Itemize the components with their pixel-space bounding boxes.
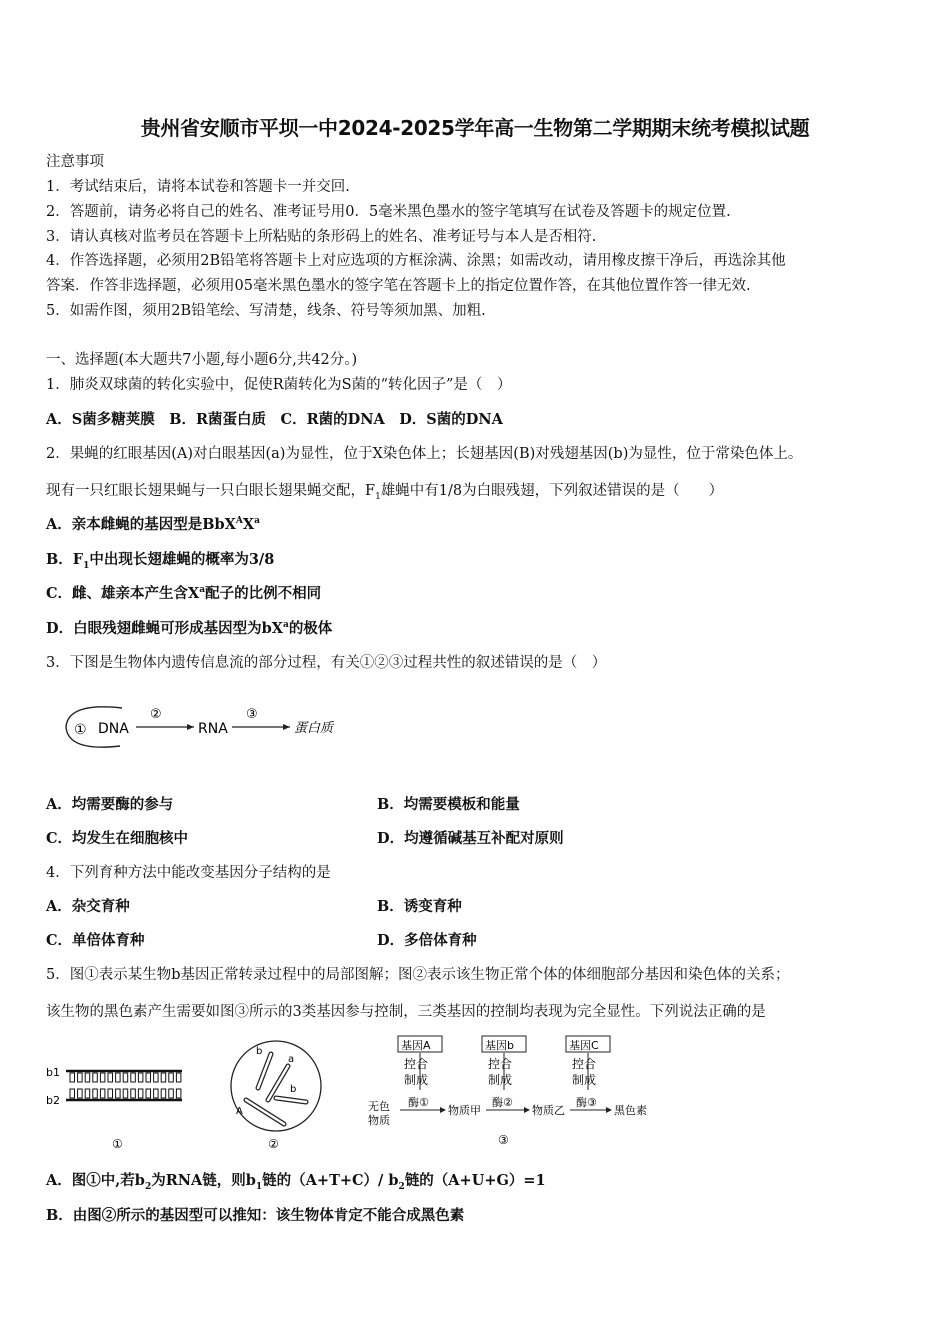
produce-text: 制成 (404, 1073, 429, 1087)
chromosome-inner (246, 1100, 284, 1124)
base-pair (138, 1089, 143, 1098)
transcription-figure (44, 1062, 194, 1154)
question-2-stem-line1: 2．果蝇的红眼基因(A)对白眼基因(a)为显性，位于X染色体上；长翅基因(B)对残翅基因(b)为显性，位于常染色体上。 (46, 446, 803, 462)
question-2-stem-line2: 现有一只红眼长翅果蝇与一只白眼长翅果蝇交配，$F_1$雄蝇中有1/8为白眼残翅，下列叙述错误的是（ ） (46, 483, 724, 502)
dna-label: DNA (98, 721, 129, 737)
arrow-head (283, 724, 290, 730)
gene-A-text: 基因A (401, 1039, 431, 1052)
gene-b-label: b (256, 1046, 263, 1057)
substance-text: 物质 (368, 1114, 390, 1127)
question-4-option-a: A．杂交育种 (46, 898, 130, 915)
base-pair (85, 1089, 90, 1098)
enzyme-3-label: 酶③ (576, 1096, 597, 1109)
base-pair (116, 1089, 121, 1098)
pigment-pathway-figure (366, 1034, 666, 1149)
base-pair (161, 1073, 166, 1082)
base-pair (100, 1089, 105, 1098)
figure-label-1: ① (74, 722, 87, 738)
produce-text: 制成 (488, 1073, 513, 1087)
question-3-stem: 3．下图是生物体内遗传信息流的部分过程，有关①②③过程共性的叙述错误的是（ ） (46, 655, 607, 671)
question-3-option-d: D．均遵循碱基互补配对原则 (377, 830, 564, 847)
question-4-option-d: D．多倍体育种 (377, 932, 477, 949)
figure-1-label: ① (112, 1137, 123, 1151)
question-4-stem: 4．下列育种方法中能改变基因分子结构的是 (46, 865, 331, 881)
base-pair (131, 1073, 136, 1082)
control-text: 控合 (404, 1057, 429, 1071)
gene-C-text: 基因C (569, 1039, 599, 1052)
base-pair (169, 1073, 174, 1082)
question-3-option-a: A．均需要酶的参与 (46, 796, 174, 813)
base-pair (108, 1073, 113, 1082)
figure-2-label: ② (268, 1137, 279, 1151)
section-heading: 一、选择题(本大题共7小题,每小题6分,共42分。) (46, 352, 358, 368)
rna-label: RNA (198, 721, 228, 737)
question-2-option-a: A．亲本雌蝇的基因型是$BbX^AX^a$ (46, 516, 260, 533)
base-pair (123, 1073, 128, 1082)
page-title: 贵州省安顺市平坝一中2024-2025学年高一生物第二学期期末统考模拟试题 (140, 116, 810, 140)
question-2-option-b: B．$F_1$中出现长翅雄蝇的概率为3/8 (46, 551, 275, 571)
chromosome-inner (268, 1066, 288, 1100)
substance-yi: 物质乙 (532, 1104, 565, 1117)
chromosome-inner (258, 1054, 271, 1088)
control-text: 控合 (572, 1057, 597, 1071)
question-2-option-d: D．白眼残翅雌蝇可形成基因型为$bX^a$的极体 (46, 620, 333, 637)
gene-b-label-2: b (290, 1084, 297, 1095)
base-pair (161, 1089, 166, 1098)
base-pair (176, 1089, 181, 1098)
gene-b-text: 基因b (485, 1039, 514, 1052)
arrow-head (524, 1107, 530, 1113)
gene-a-label: a (288, 1054, 295, 1065)
base-pairs-top (70, 1073, 181, 1082)
notice-item: 3．请认真核对监考员在答题卡上所粘贴的条形码上的姓名、准考证号与本人是否相符. (46, 229, 597, 245)
base-pair (78, 1089, 83, 1098)
base-pair (70, 1073, 75, 1082)
base-pair (78, 1073, 83, 1082)
enzyme-1-label: 酶① (408, 1096, 429, 1109)
chromosome-figure (226, 1036, 326, 1156)
base-pair (146, 1073, 151, 1082)
base-pair (154, 1073, 159, 1082)
question-4-option-b: B．诱变育种 (377, 898, 462, 915)
control-text: 控合 (488, 1057, 513, 1071)
base-pair (100, 1073, 105, 1082)
base-pair (131, 1089, 136, 1098)
strand-b2-label: b2 (46, 1094, 60, 1107)
base-pair (85, 1073, 90, 1082)
base-pair (93, 1089, 98, 1098)
substance-jia: 物质甲 (448, 1104, 481, 1117)
question-5-stem-line1: 5．图①表示某生物b基因正常转录过程中的局部图解；图②表示该生物正常个体的体细胞部分基因和染色体的关系； (46, 967, 790, 983)
base-pair (116, 1073, 121, 1082)
strand-b1-label: b1 (46, 1066, 60, 1079)
figure-label-3: ③ (246, 707, 258, 722)
arrow-head (440, 1107, 446, 1113)
notice-item: 1．考试结束后，请将本试卷和答题卡一并交回. (46, 179, 350, 195)
arrow-head (187, 724, 194, 730)
base-pair (169, 1089, 174, 1098)
produce-text: 制成 (572, 1073, 597, 1087)
question-5-option-a: A．图①中,若$b_2$为RNA链，则$b_1$链的（A+T+C）/ $b_2$链的（A+U+G）=1 (46, 1172, 546, 1192)
base-pair (146, 1089, 151, 1098)
gene-A-label: A (236, 1106, 243, 1117)
question-3-option-c: C．均发生在细胞核中 (46, 830, 189, 847)
question-4-option-c: C．单倍体育种 (46, 932, 145, 949)
notice-heading: 注意事项 (46, 154, 104, 170)
notice-item: 2．答题前，请务必将自己的姓名、准考证号用0．5毫米黑色墨水的签字笔填写在试卷及答题卡的规定位置. (46, 204, 731, 220)
base-pairs-bottom (70, 1089, 181, 1098)
base-pair (176, 1073, 181, 1082)
figure-3-label: ③ (498, 1133, 509, 1147)
protein-label: 蛋白质 (294, 721, 334, 736)
question-5-stem-line2: 该生物的黑色素产生需要如图③所示的3类基因参与控制，三类基因的控制均表现为完全显性。下列说法正确的是 (46, 1004, 766, 1020)
question-2-option-c: C．雌、雄亲本产生含$X^a$配子的比例不相同 (46, 585, 322, 602)
base-pair (138, 1073, 143, 1082)
notice-item: 5．如需作图，须用2B铅笔绘、写清楚，线条、符号等须加黑、加粗. (46, 303, 486, 319)
question-3-option-b: B．均需要模板和能量 (377, 796, 520, 813)
base-pair (70, 1089, 75, 1098)
base-pair (108, 1089, 113, 1098)
melanin-text: 黑色素 (614, 1104, 647, 1117)
colorless-text: 无色 (368, 1100, 390, 1113)
question-1-stem: 1．肺炎双球菌的转化实验中，促使R菌转化为S菌的“转化因子”是（ ） (46, 377, 512, 393)
arrow-head (606, 1107, 612, 1113)
notice-item: 4．作答选择题，必须用2B铅笔将答题卡上对应选项的方框涂满、涂黑；如需改动，请用橡皮擦干净后，再选涂其他 (46, 253, 786, 269)
information-flow-figure (58, 696, 358, 758)
question-1-options: A．S菌多糖荚膜 B．R菌蛋白质 C．R菌的DNA D．S菌的DNA (46, 411, 503, 428)
question-5-option-b: B．由图②所示的基因型可以推知：该生物体肯定不能合成黑色素 (46, 1207, 465, 1224)
base-pair (154, 1089, 159, 1098)
base-pair (123, 1089, 128, 1098)
base-pair (93, 1073, 98, 1082)
enzyme-2-label: 酶② (492, 1096, 513, 1109)
figure-label-2: ② (150, 707, 162, 722)
notice-item: 答案．作答非选择题，必须用05毫米黑色墨水的签字笔在答题卡上的指定位置作答，在其他位置作答一律无效. (46, 278, 751, 294)
